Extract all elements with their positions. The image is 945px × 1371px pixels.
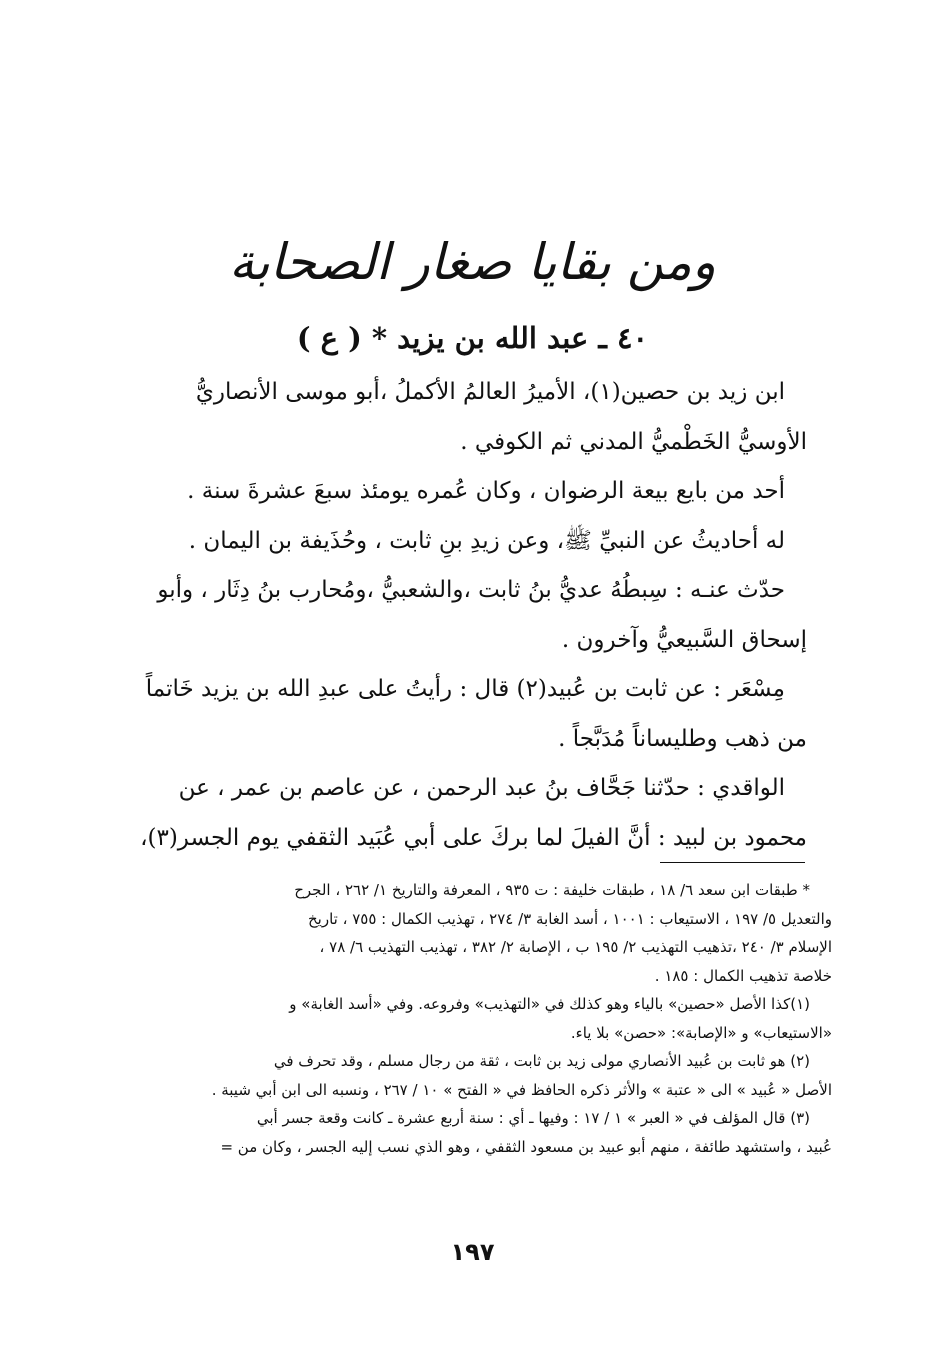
body-line: حدّث عنـه : سِبطُهُ عديُّ بنُ ثابت ،والشعبيُّ ،ومُحارب بنُ دِثَار ، وأبو [157,577,785,603]
entry-title: ٤٠ ـ عبد الله بن يزيد * ( ع ) [296,321,649,355]
body-line: مِسْعَر : عن ثابت بن عُبيد(٢) قال : رأيتُ على عبدِ الله بن يزيد خَاتماً [145,676,785,702]
footnote-divider [660,862,805,863]
body-line: محمود بن لبيد : أنَّ الفيلَ لما بركَ على أبي عُبَيد الثقفي يوم الجسر(٣)، [140,824,807,851]
body-line: ابن زيد بن حصين(١)، الأميرُ العالمُ الأكملُ ،أبو موسى الأنصاريُّ [195,379,785,405]
footnote-line: الأصل « عُبيد » الى « عتبة » والأثر ذكره الحافظ في « الفتح » ١٠ / ٢٦٧ ، ونسبه الى ابن أبي شيبة . [211,1080,832,1099]
body-line: إسحاق السَّبيعيُّ وآخرون . [561,626,807,653]
footnote-line: والتعديل ٥/ ١٩٧ ، الاستيعاب : ١٠٠١ ، أسد الغابة ٣/ ٢٧٤ ، تهذيب الكمال : ٧٥٥ ، تاريخ [308,909,832,928]
body-line: من ذهب وطليساناً مُدَبَّجاً . [558,725,807,752]
body-line: له أحاديثُ عن النبيِّ ﷺ، وعن زيدِ بنِ ثابت ، وحُذَيفة بن اليمان . [188,527,785,554]
body-line: الواقدي : حدّثنا جَحَّاف بنُ عبد الرحمن ، عن عاصم بن عمر ، عن [178,775,785,801]
footnote-line: (٣) قال المؤلف في « العبر » ١ / ١٧ : وفيها ـ أي : سنة أربع عشرة ـ كانت وقعة جسر أبي [256,1109,810,1127]
footnote-line: الإسلام ٣/ ٢٤٠ ،تذهيب التهذيب ٢/ ١٩٥ ب ، الإصابة ٢/ ٣٨٢ ، تهذيب التهذيب ٦/ ٧٨ ، [319,938,832,956]
section-heading: ومن بقايا صغار الصحابة [229,233,716,291]
page-number: ١٩٧ [450,1238,495,1266]
footnote-line: * طبقات ابن سعد ٦/ ١٨ ، طبقات خليفة : ت ٩٣٥ ، المعرفة والتاريخ ١/ ٢٦٢ ، الجرح [294,881,810,899]
footnote-line: خلاصة تذهيب الكمال : ١٨٥ . [654,966,832,985]
footnote-line: (١)كذا الأصل «حصين» بالياء وهو كذلك في «التهذيب» وفروعه. وفي «أسد الغابة» و [289,995,810,1013]
footnote-line: عُبيد ، واستشهد طائفة ، منهم أبو عبيد بن مسعود الثقفي ، وهو الذي نسب إليه الجسر ، وكان من = [220,1137,832,1156]
footnote-line: (٢) هو ثابت بن عُبيد الأنصاري مولى زيد بن ثابت ، ثقة من رجال مسلم ، وقد تحرف في [273,1052,810,1070]
body-line: الأوسيُّ الخَطْميُّ المدني ثم الكوفي . [460,428,807,455]
main-text [135,368,807,863]
body-line: أحد من بايع بيعة الرضوان ، وكان عُمره يومئذ سبعَ عشرةَ سنة . [187,478,785,504]
footnotes [132,876,832,1161]
footnote-line: «الاستيعاب» و «الإصابة»: «حصن» بلا ياء. [570,1023,832,1042]
